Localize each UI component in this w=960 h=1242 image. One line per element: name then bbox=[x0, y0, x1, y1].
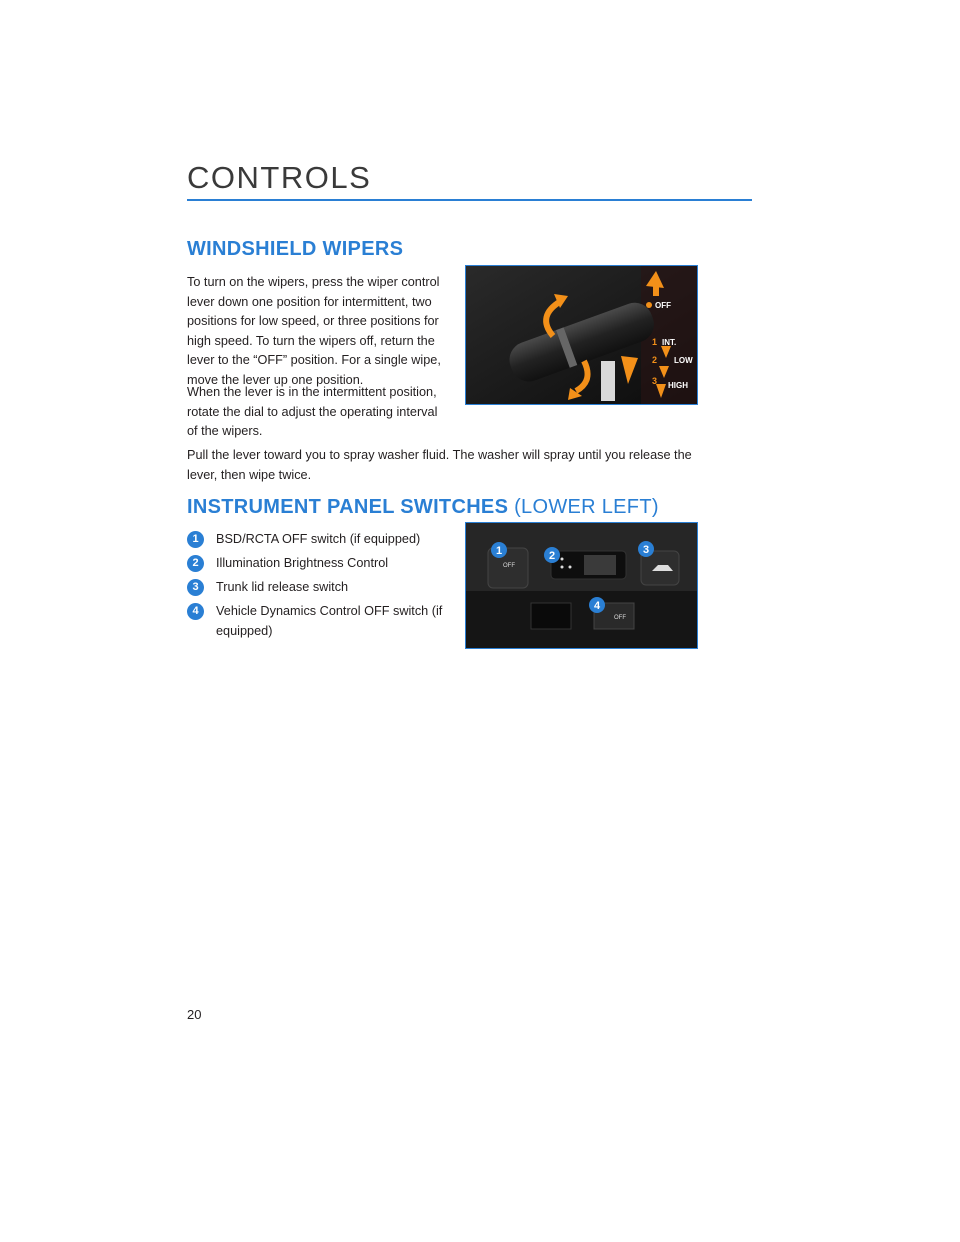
wiper-high-label: HIGH bbox=[668, 381, 688, 390]
list-item bbox=[187, 530, 457, 550]
photo-badge-1: 1 bbox=[495, 545, 503, 557]
list-item-text: Vehicle Dynamics Control OFF switch (if equipped) bbox=[216, 604, 443, 638]
photo-badge-4: 4 bbox=[593, 600, 601, 612]
panel-heading-main: INSTRUMENT PANEL SWITCHES bbox=[187, 496, 509, 518]
panel-heading-sub: (LOWER LEFT) bbox=[514, 496, 659, 518]
wiper-off-label: OFF bbox=[655, 301, 671, 310]
list-item-text: Illumination Brightness Control bbox=[216, 556, 389, 570]
wiper-int-number: 1 bbox=[652, 337, 658, 347]
section-title: CONTROLS bbox=[187, 160, 372, 195]
wiper-low-number: 2 bbox=[652, 355, 658, 365]
wipers-paragraph-2: When the lever is in the intermittent position, rotate the dial to adjust the operating interval of the wipers. bbox=[187, 385, 438, 438]
number-badge: 3 bbox=[187, 579, 204, 596]
list-item bbox=[187, 554, 457, 574]
number-badge: 4 bbox=[187, 603, 204, 620]
list-item-text: Trunk lid release switch bbox=[216, 580, 349, 594]
wipers-paragraph-3: Pull the lever toward you to spray washer fluid. The washer will spray until you release the lever, then wipe twice. bbox=[187, 448, 692, 482]
list-item bbox=[187, 578, 457, 598]
wipers-heading: WINDSHIELD WIPERS bbox=[187, 238, 404, 260]
photo-badge-3: 3 bbox=[642, 544, 650, 556]
wiper-high-number: 3 bbox=[652, 376, 658, 386]
wipers-paragraph-1: To turn on the wipers, press the wiper control lever down one position for intermittent, two positions for low speed, or three positions for high speed. To turn the wipers off, return the lever to the “OFF” position. For a single wipe, move the lever up one position. bbox=[187, 275, 441, 387]
panel-heading bbox=[187, 496, 659, 519]
vdc-off-text: OFF bbox=[614, 615, 626, 621]
bsd-off-text: OFF bbox=[503, 563, 515, 569]
instrument-panel-photo bbox=[465, 522, 698, 649]
page-number: 20 bbox=[187, 1007, 202, 1022]
wiper-lever-photo bbox=[465, 265, 698, 405]
wiper-low-label: LOW bbox=[674, 356, 693, 365]
number-badge: 1 bbox=[187, 531, 204, 548]
section-divider bbox=[187, 199, 752, 201]
wiper-int-label: INT. bbox=[662, 338, 677, 347]
list-item bbox=[187, 602, 457, 641]
number-badge: 2 bbox=[187, 555, 204, 572]
list-item-text: BSD/RCTA OFF switch (if equipped) bbox=[216, 532, 421, 546]
photo-badge-2: 2 bbox=[548, 550, 556, 562]
panel-switch-list bbox=[187, 530, 457, 646]
